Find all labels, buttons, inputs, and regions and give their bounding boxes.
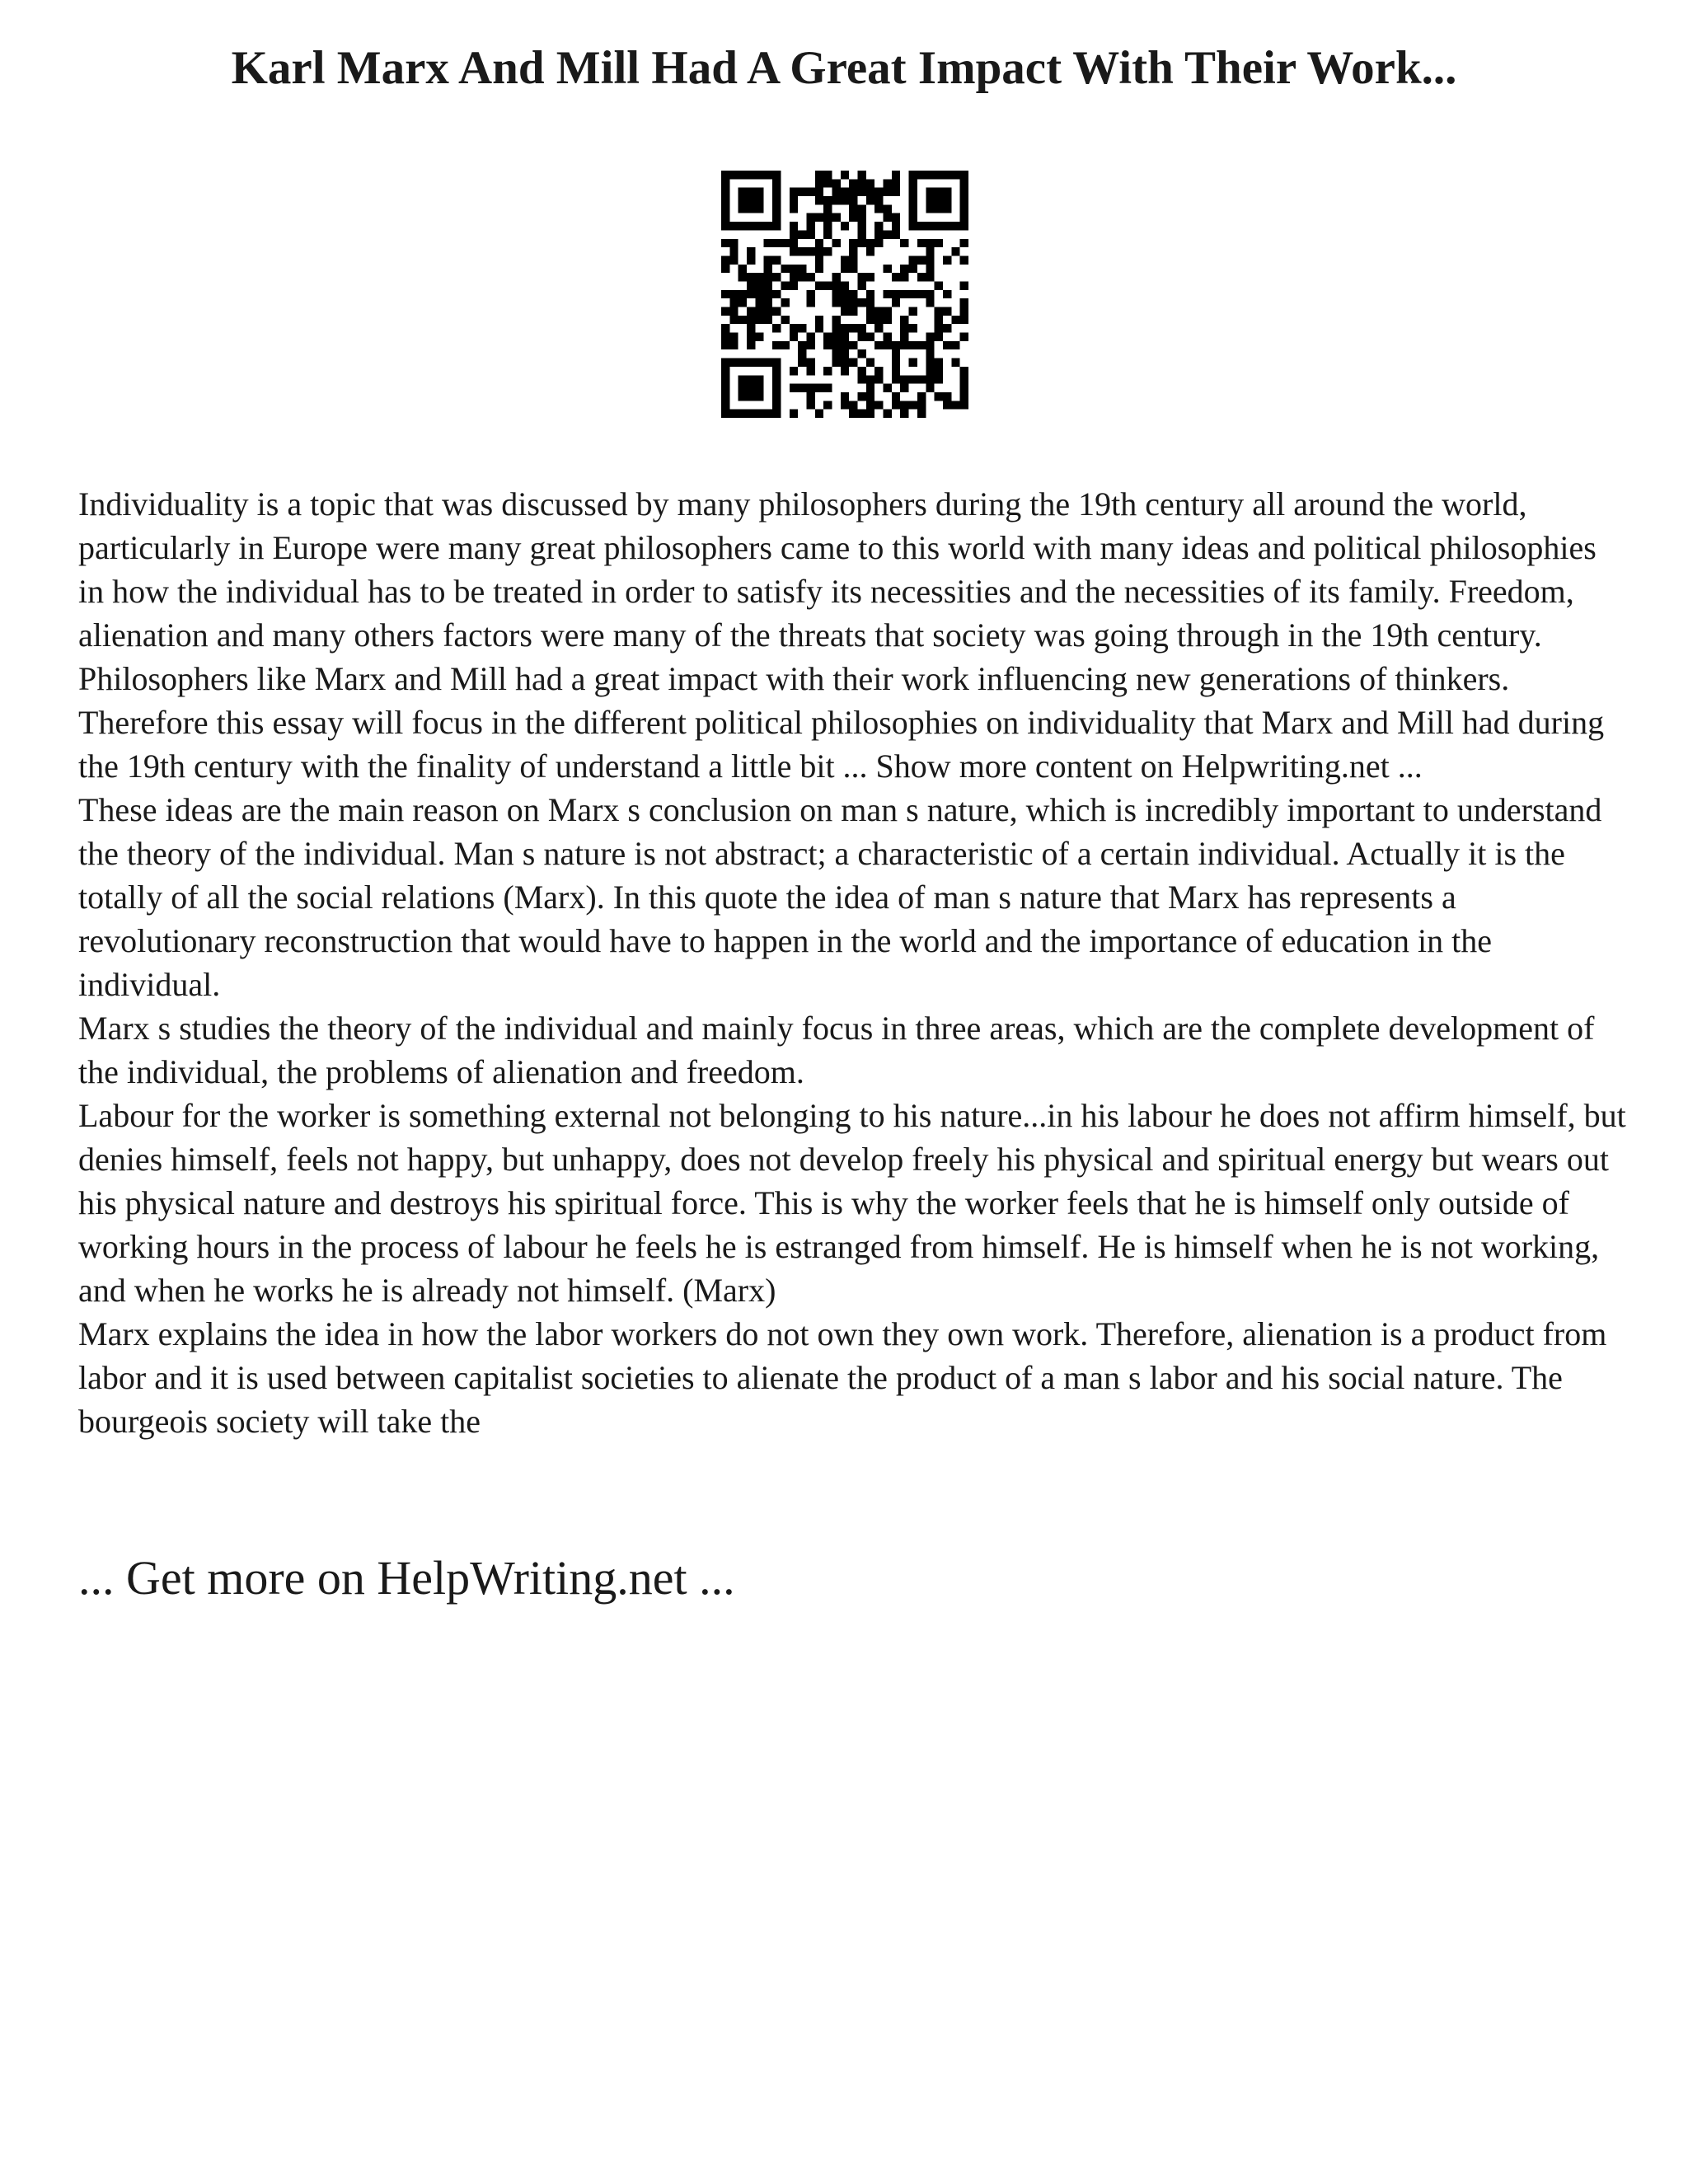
paragraph: Labour for the worker is something external not belonging to his nature...in his labour he does not affirm himself, but denies himself, feels not happy, but unhappy, does not develop freely his physical and spiritual energy but wears out his physical nature and destroys his spiritual force. This is why the worker feels that he is himself only outside of working hours in the process of labour he feels he is estranged from himself. He is himself when he is not working, and when he works he is already not himself. (Marx) <box>78 1097 1626 1309</box>
qr-code-icon <box>721 171 968 418</box>
page-title: Karl Marx And Mill Had A Great Impact With Their Work... <box>231 42 1457 94</box>
get-more-link[interactable]: ... Get more on HelpWriting.net ... <box>78 1551 735 1605</box>
paragraph: Marx explains the idea in how the labor workers do not own they own work. Therefore, alienation is a product from labor and it is used between capitalist societies to alienate the product of a man s labor and his social nature. The bourgeois society will take the <box>78 1315 1607 1440</box>
paragraph: These ideas are the main reason on Marx s conclusion on man s nature, which is incredibly important to understand the theory of the individual. Man s nature is not abstract; a characteristic of a certain individual. Actually it is the totally of all the social relations (Marx). In this quote the idea of man s nature that Marx has represents a revolutionary reconstruction that would have to happen in the world and the importance of education in the individual. <box>78 791 1602 1003</box>
paragraph: Marx s studies the theory of the individual and mainly focus in three areas, which are the complete development of the individual, the problems of alienation and freedom. <box>78 1010 1595 1090</box>
paragraph: Individuality is a topic that was discussed by many philosophers during the 19th century all around the world, particularly in Europe were many great philosophers came to this world with many ideas and political philosophies in how the individual has to be treated in order to satisfy its necessities and the necessities of its family. Freedom, alienation and many others factors were many of the threats that society was going through in the 19th century. Philosophers like Marx and Mill had a great impact with their work influencing new generations of thinkers. Therefore this essay will focus in the different political philosophies on individuality that Marx and Mill had during the 19th century with the finality of understand a little bit ... Show more content on Helpwriting.net ... <box>78 485 1605 785</box>
essay-body <box>78 482 1628 1443</box>
